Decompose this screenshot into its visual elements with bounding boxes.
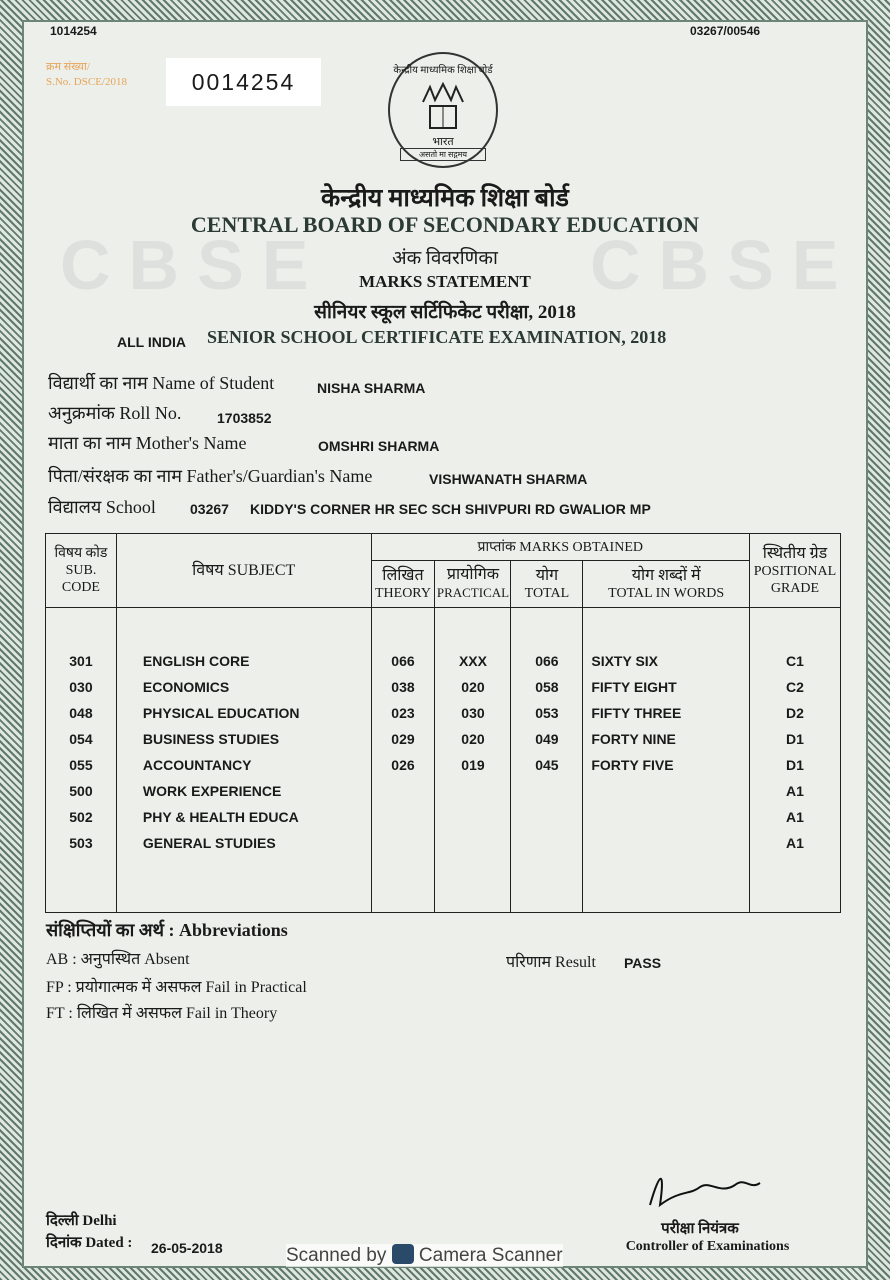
cell-practical: 019 xyxy=(461,757,485,773)
father-label: पिता/संरक्षक का नाम Father's/Guardian's Name xyxy=(48,466,373,486)
cell-grade: C2 xyxy=(786,679,804,695)
cell-code: 048 xyxy=(69,705,93,721)
roll-label: अनुक्रमांक Roll No. xyxy=(48,403,182,423)
cell-total: 066 xyxy=(535,653,559,669)
cell-words xyxy=(591,804,749,830)
cell-subject: PHY & HEALTH EDUCA xyxy=(142,809,299,825)
cell-theory xyxy=(372,778,435,804)
header-theory: लिखित THEORY xyxy=(371,561,435,608)
cell-practical: 030 xyxy=(461,705,485,721)
exam-title: SENIOR SCHOOL CERTIFICATE EXAMINATION, 2018 xyxy=(207,327,667,347)
result-value: PASS xyxy=(624,955,662,971)
header-total: योग TOTAL xyxy=(511,561,583,608)
cell-theory: 023 xyxy=(391,705,415,721)
cell-words: FORTY FIVE xyxy=(591,757,674,773)
cell-words xyxy=(591,830,749,856)
cell-total: 053 xyxy=(535,705,559,721)
cell-code: 500 xyxy=(69,783,93,799)
watermark-left: CBSE xyxy=(60,226,327,304)
serial-label: क्रम संख्या/ S.No. DSCE/2018 xyxy=(46,61,127,88)
doc-title: MARKS STATEMENT xyxy=(359,272,531,291)
cell-subject: ENGLISH CORE xyxy=(142,653,250,669)
cell-words: FIFTY THREE xyxy=(591,705,682,721)
controller-title: Controller of Examinations xyxy=(625,1239,790,1254)
cell-total xyxy=(511,778,582,804)
cell-theory: 029 xyxy=(391,731,415,747)
cell-code: 055 xyxy=(69,757,93,773)
cell-words xyxy=(591,778,749,804)
cell-theory xyxy=(372,804,435,830)
controller-hindi: परीक्षा नियंत्रक xyxy=(661,1221,739,1237)
cell-words: FORTY NINE xyxy=(591,731,676,747)
cell-practical xyxy=(435,804,510,830)
date-label: दिनांक Dated : xyxy=(46,1235,133,1251)
cell-subject: ACCOUNTANCY xyxy=(142,757,252,773)
cell-grade: C1 xyxy=(786,653,804,669)
cell-total: 049 xyxy=(535,731,559,747)
abbr-fail-practical: FP : प्रयोगात्मक में असफल Fail in Practical xyxy=(46,979,307,996)
mother-label: माता का नाम Mother's Name xyxy=(48,433,247,453)
cell-total: 045 xyxy=(535,757,559,773)
cell-code: 030 xyxy=(69,679,93,695)
cell-subject: ECONOMICS xyxy=(142,679,230,695)
school-label: विद्यालय School xyxy=(48,497,156,517)
cell-grade: D1 xyxy=(786,731,804,747)
lamp-book-icon xyxy=(420,82,466,132)
camera-icon xyxy=(392,1244,414,1264)
board-name: CENTRAL BOARD OF SECONDARY EDUCATION xyxy=(190,212,700,237)
header-words: योग शब्दों में TOTAL IN WORDS xyxy=(583,561,750,608)
cell-practical xyxy=(435,830,510,856)
cell-grade: A1 xyxy=(786,809,804,825)
cell-total: 058 xyxy=(535,679,559,695)
cell-total xyxy=(511,830,582,856)
place: दिल्ली Delhi xyxy=(46,1213,117,1229)
header-practical: प्रायोगिक PRACTICAL xyxy=(435,561,511,608)
scanner-watermark: Scanned by Camera Scanner xyxy=(286,1245,563,1266)
cell-grade: A1 xyxy=(786,835,804,851)
cell-subject: PHYSICAL EDUCATION xyxy=(142,705,300,721)
roll-number: 1703852 xyxy=(217,410,272,426)
father-name: VISHWANATH SHARMA xyxy=(429,471,588,487)
school-code: 03267 xyxy=(190,501,229,517)
doc-title-hindi: अंक विवरणिका xyxy=(392,248,498,269)
cell-code: 054 xyxy=(69,731,93,747)
header-subject: विषय SUBJECT xyxy=(116,534,371,608)
cell-grade: A1 xyxy=(786,783,804,799)
doc-number-right: 03267/00546 xyxy=(690,24,761,38)
cell-theory: 038 xyxy=(391,679,415,695)
result-label: परिणाम Result xyxy=(506,954,596,971)
student-name: NISHA SHARMA xyxy=(317,380,426,396)
abbr-absent: AB : अनुपस्थित Absent xyxy=(46,951,190,968)
cell-code: 502 xyxy=(69,809,93,825)
school-name: KIDDY'S CORNER HR SEC SCH SHIVPURI RD GWALIOR MP xyxy=(250,501,651,517)
signature xyxy=(640,1165,770,1215)
cell-practical: XXX xyxy=(458,653,487,669)
cell-words: SIXTY SIX xyxy=(591,653,659,669)
serial-number: 0014254 xyxy=(166,58,321,106)
mother-name: OMSHRI SHARMA xyxy=(318,438,440,454)
cell-code: 503 xyxy=(69,835,93,851)
cell-total xyxy=(511,804,582,830)
cell-practical: 020 xyxy=(461,679,485,695)
cell-grade: D1 xyxy=(786,757,804,773)
doc-number-left: 1014254 xyxy=(50,24,97,38)
abbreviations-title: संक्षिप्तियों का अर्थ : Abbreviations xyxy=(46,920,288,940)
student-name-label: विद्यार्थी का नाम Name of Student xyxy=(48,373,275,393)
cell-grade: D2 xyxy=(786,705,804,721)
header-grade: स्थितीय ग्रेड POSITIONAL GRADE xyxy=(749,534,840,608)
cell-code: 301 xyxy=(69,653,93,669)
all-india: ALL INDIA xyxy=(117,334,186,350)
marks-table xyxy=(45,533,841,913)
cell-words: FIFTY EIGHT xyxy=(591,679,677,695)
cell-subject: BUSINESS STUDIES xyxy=(142,731,280,747)
watermark-right: CBSE xyxy=(590,226,857,304)
abbr-fail-theory: FT : लिखित में असफल Fail in Theory xyxy=(46,1005,278,1022)
cell-subject: GENERAL STUDIES xyxy=(142,835,276,851)
cell-theory xyxy=(372,830,435,856)
cell-theory: 026 xyxy=(391,757,415,773)
date: 26-05-2018 xyxy=(151,1240,223,1256)
cell-practical: 020 xyxy=(461,731,485,747)
cell-theory: 066 xyxy=(391,653,415,669)
exam-title-hindi: सीनियर स्कूल सर्टिफिकेट परीक्षा, 2018 xyxy=(314,302,576,323)
header-code: विषय कोड SUB. CODE xyxy=(46,534,117,608)
header-marks: प्राप्तांक MARKS OBTAINED xyxy=(371,534,749,561)
cell-subject: WORK EXPERIENCE xyxy=(142,783,282,799)
cell-practical xyxy=(435,778,510,804)
board-name-hindi: केन्द्रीय माध्यमिक शिक्षा बोर्ड xyxy=(321,185,569,212)
cbse-logo: केन्द्रीय माध्यमिक शिक्षा बोर्ड भारत असतो मा सद्गमय xyxy=(388,52,498,168)
